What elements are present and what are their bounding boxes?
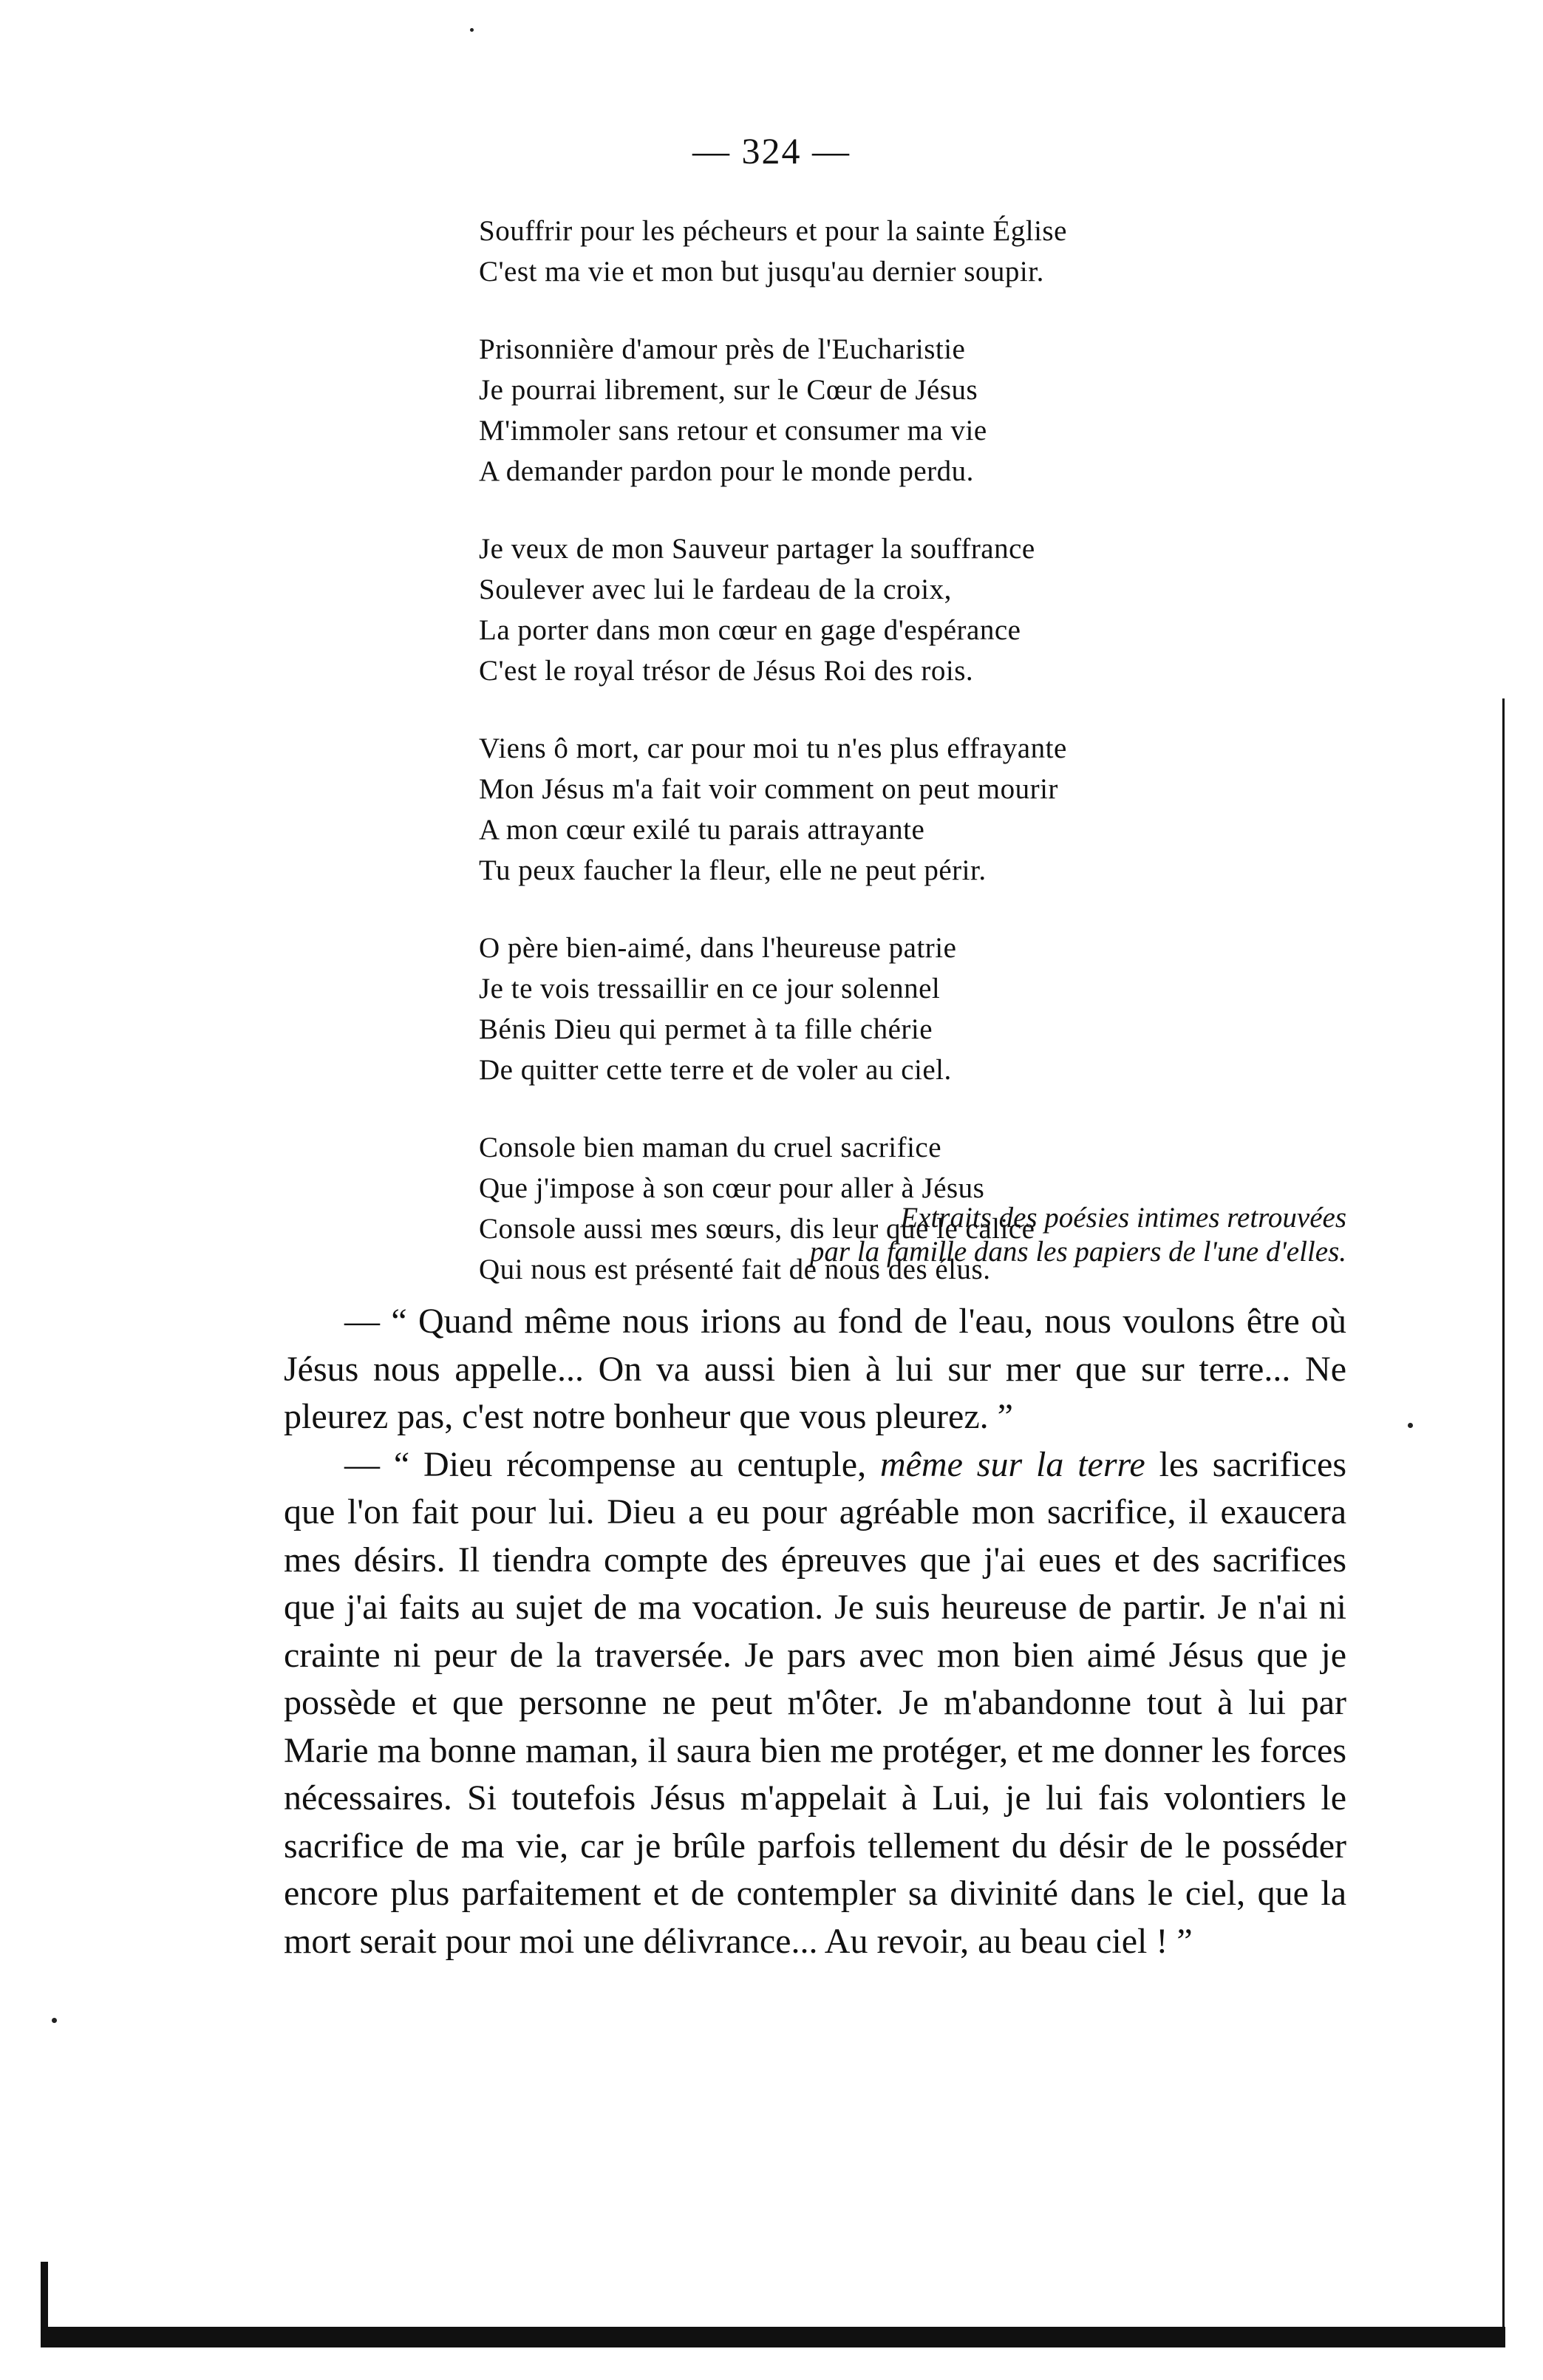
paragraph-1 [284,1298,1346,1441]
scan-edge-bottom [41,2327,1505,2347]
poem-line: Je pourrai librement, sur le Cœur de Jésus [479,374,978,406]
attribution-line-2: par la famille dans les papiers de l'une d'elles. [809,1236,1346,1268]
poem-line: Mon Jésus m'a fait voir comment on peut mourir [479,773,1058,805]
poem-line: Je veux de mon Sauveur partager la souffrance [479,533,1035,565]
poem-line: Tu peux faucher la fleur, elle ne peut périr. [479,854,987,886]
poem-line: Qui nous est présenté fait de nous des élus. [479,1254,991,1285]
poem-line: Bénis Dieu qui permet à ta fille chérie [479,1013,933,1045]
scan-speck [470,28,474,32]
poem [479,211,1425,1327]
poem-line: C'est ma vie et mon but jusqu'au dernier soupir. [479,256,1044,288]
poem-line: A mon cœur exilé tu parais attrayante [479,814,925,846]
poem-line: Soulever avec lui le fardeau de la croix, [479,574,952,605]
poem-line: Console bien maman du cruel sacrifice [479,1132,942,1163]
stanza-2 [479,329,1425,492]
poem-line: O père bien-aimé, dans l'heureuse patrie [479,932,957,964]
poem-line: De quitter cette terre et de voler au ciel. [479,1054,952,1086]
stanza-4 [479,728,1425,891]
poem-line: Console aussi mes sœurs, dis leur que le calice [479,1213,1035,1245]
scan-speck [52,2018,57,2023]
stanza-1 [479,211,1425,292]
poem-line: La porter dans mon cœur en gage d'espérance [479,614,1021,646]
poem-line: A demander pardon pour le monde perdu. [479,455,974,487]
emphasis-text: même sur la terre [879,1444,1145,1484]
poem-line: C'est le royal trésor de Jésus Roi des rois. [479,655,974,687]
scan-edge-right [1502,698,1505,2347]
stanza-5 [479,928,1425,1090]
paragraph-2 [284,1441,1346,1966]
poem-attribution [414,1201,1346,1269]
attribution-line-1: Extraits des poésies intimes retrouvées [900,1202,1346,1234]
scan-speck [1408,1423,1413,1428]
paragraph-2-rest: les sacrifices que l'on fait pour lui. Dieu a eu pour agréable mon sacrifice, il exaucera mes désirs. Il tiendra compte des épreuves que j'ai eues et des sacrifices que j'ai faits au sujet de ma vocation. Je suis heureuse de partir. Je n'ai ni crainte ni peur de la traversée. Je pars avec mon bien aimé Jésus que je possède et que personne ne peut m'ôter. Je m'abandonne tout à lui par Marie ma bonne maman, il saura bien me protéger, et me donner les forces nécessaires. Si toutefois Jésus m'appelait à Lui, je lui fais volontiers le sacrifice de ma vie, car je brûle parfois tellement du désir de le posséder encore plus parfaitement et de contempler sa divinité dans le ciel, que la mort serait pour moi une délivrance... Au revoir, au beau ciel ! ” [284,1444,1347,1961]
poem-line: Viens ô mort, car pour moi tu n'es plus effrayante [479,732,1067,764]
prose-body [284,1298,1346,1965]
page-number: — 324 — [692,130,851,171]
poem-line: Souffrir pour les pécheurs et pour la sainte Église [479,215,1067,247]
paragraph-1-text: — “ Quand même nous irions au fond de l'eau, nous voulons être où Jésus nous appelle... On va aussi bien à lui sur mer que sur terre... Ne pleurez pas, c'est notre bonheur que vous pleurez. ” [284,1302,1346,1436]
poem-line: Je te vois tressaillir en ce jour solennel [479,973,941,1004]
poem-line: Que j'impose à son cœur pour aller à Jésus [479,1172,985,1204]
paragraph-2-lead: — “ Dieu récompense au centuple, [344,1444,880,1484]
stanza-3 [479,528,1425,691]
poem-line: M'immoler sans retour et consumer ma vie [479,415,987,446]
poem-line: Prisonnière d'amour près de l'Eucharistie [479,333,966,365]
